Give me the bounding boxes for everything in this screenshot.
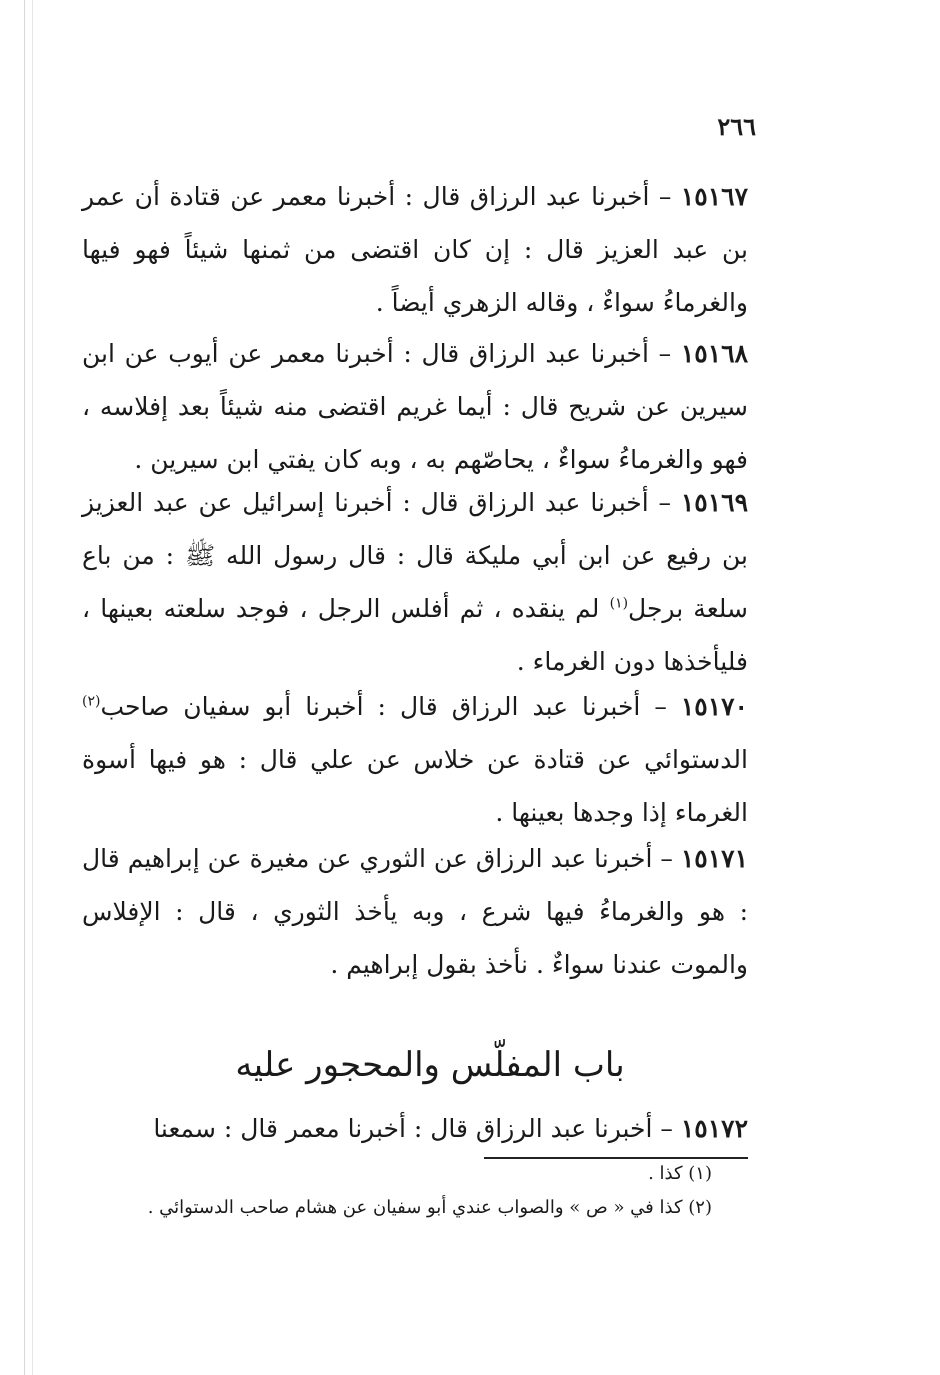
page-number: ٢٦٦ xyxy=(717,112,756,141)
hadith-number: ١٥١٧٢ xyxy=(680,1114,748,1143)
hadith-text-continued: لم ينقده ، ثم أفلس الرجل ، فوجد سلعته بعينها ، فليأخذها دون الغرماء . xyxy=(82,594,748,676)
hadith-number: ١٥١٦٨ xyxy=(680,339,748,368)
footnote-marker: (٢) xyxy=(688,1197,712,1218)
footnote-reference[interactable]: (٢) xyxy=(82,693,101,710)
hadith-text-continued: الدستوائي عن قتادة عن خلاس عن علي قال : هو فيها أسوة الغرماء إذا وجدها بعينها . xyxy=(82,745,748,827)
footnote-divider xyxy=(484,1157,748,1159)
scan-edge-line xyxy=(24,0,25,1375)
hadith-number: ١٥١٦٧ xyxy=(680,182,748,211)
hadith-entry xyxy=(82,327,748,486)
hadith-number: ١٥١٧١ xyxy=(680,844,748,873)
footnote xyxy=(82,1194,712,1222)
chapter-heading: باب المفلّس والمحجور عليه xyxy=(235,1045,625,1085)
hadith-number: ١٥١٧٠ xyxy=(680,692,748,721)
footnote xyxy=(82,1160,712,1188)
hadith-text: – أخبرنا عبد الرزاق قال : أخبرنا معمر عن أيوب عن ابن سيرين عن شريح قال : أيما غريم اقتضى منه شيئاً بعد إفلاسه ، فهو والغرماءُ سواءٌ ، يحاصّهم به ، وبه كان يفتي ابن سيرين . xyxy=(82,339,748,474)
hadith-entry xyxy=(82,680,748,839)
hadith-text: – أخبرنا عبد الرزاق عن الثوري عن مغيرة عن إبراهيم قال : هو والغرماءُ فيها شرع ، وبه يأخذ الثوري ، قال : الإفلاس والموت عندنا سواءٌ . نأخذ بقول إبراهيم . xyxy=(82,844,748,979)
hadith-entry xyxy=(82,1102,748,1155)
hadith-entry xyxy=(82,476,748,688)
footnote-text: كذا . xyxy=(648,1163,683,1184)
hadith-number: ١٥١٦٩ xyxy=(680,488,748,517)
footnote-reference[interactable]: (١) xyxy=(609,595,629,612)
footnote-text: كذا في « ص » والصواب عندي أبو سفيان عن هشام صاحب الدستوائي . xyxy=(147,1197,683,1218)
hadith-entry xyxy=(82,832,748,991)
hadith-text: – أخبرنا عبد الرزاق قال : أخبرنا معمر عن قتادة أن عمر بن عبد العزيز قال : إن كان اقتضى من ثمنها شيئاً فهو فيها والغرماءُ سواءٌ ، وقاله الزهري أيضاً . xyxy=(82,182,748,317)
hadith-text: – أخبرنا عبد الرزاق قال : أخبرنا إسرائيل عن عبد العزيز بن رفيع عن ابن أبي مليكة قال : قال رسول الله ﷺ : من باع سلعة برجل xyxy=(82,488,748,623)
footnote-marker: (١) xyxy=(688,1163,712,1184)
scan-edge-line xyxy=(32,0,33,1375)
hadith-text: – أخبرنا عبد الرزاق قال : أخبرنا معمر قال : سمعنا xyxy=(153,1114,673,1143)
hadith-text: – أخبرنا عبد الرزاق قال : أخبرنا أبو سفيان صاحب xyxy=(100,692,667,721)
hadith-entry xyxy=(82,170,748,329)
